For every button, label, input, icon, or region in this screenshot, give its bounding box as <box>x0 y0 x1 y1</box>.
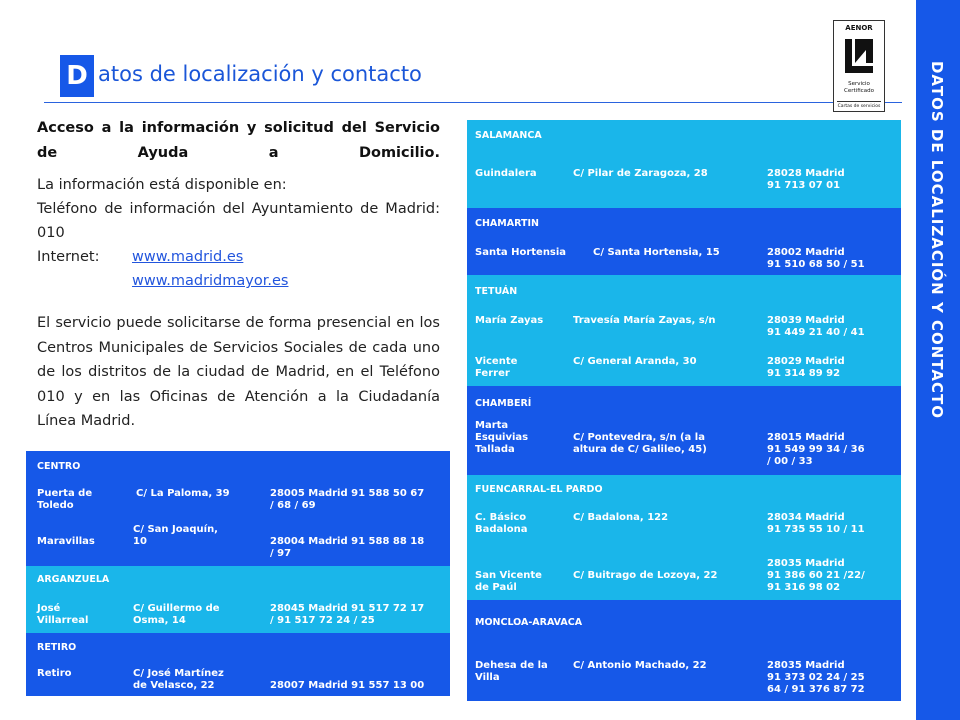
center-address: C/ Guillermo de Osma, 14 <box>133 603 220 626</box>
district-name: CHAMARTIN <box>475 218 539 229</box>
side-bar-title: DATOS DE LOCALIZACIÓN Y CONTACTO <box>928 60 946 420</box>
center-address: C/ Pilar de Zaragoza, 28 <box>573 168 708 179</box>
center-address: C/ Santa Hortensia, 15 <box>593 247 720 258</box>
aenor-subtitle: Servicio Certificado <box>844 81 874 94</box>
center-contact: 28029 Madrid 91 314 89 92 <box>767 356 845 379</box>
center-address: Travesía María Zayas, s/n <box>573 315 716 326</box>
district-section-chamartin <box>467 208 901 275</box>
center-name: Marta Esquivias Tallada <box>475 420 529 455</box>
center-name: Retiro <box>37 668 72 679</box>
center-address: C/ General Aranda, 30 <box>573 356 697 367</box>
aenor-footer: Cartas de servicios <box>837 101 881 109</box>
center-name: Maravillas <box>37 536 95 547</box>
aenor-brand: AENOR <box>845 24 873 32</box>
request-paragraph: El servicio puede solicitarse de forma presencial en los Centros Municipales de Servicios Sociales de cada uno de los distritos de la ciudad de Madrid, en el Teléfono 010 y en las Oficinas de Atención a la Ciudadanía Línea Madrid. <box>37 315 440 429</box>
center-address: C/ Badalona, 122 <box>573 512 669 523</box>
center-name: Dehesa de la Villa <box>475 660 548 683</box>
district-section-salamanca <box>467 120 901 208</box>
district-name: TETUÁN <box>475 286 518 297</box>
district-name: FUENCARRAL-EL PARDO <box>475 484 603 495</box>
title-initial-box <box>60 55 94 97</box>
center-contact: 28007 Madrid 91 557 13 00 <box>270 680 425 691</box>
center-contact: 28045 Madrid 91 517 72 17 / 91 517 72 24 / 25 <box>270 603 425 626</box>
center-address: C/ Pontevedra, s/n (a la altura de C/ Galileo, 45) <box>573 432 707 455</box>
page-title: atos de localización y contacto <box>98 62 422 86</box>
center-contact: 28035 Madrid 91 373 02 24 / 25 64 / 91 376 87 72 <box>767 660 865 695</box>
district-name: RETIRO <box>37 642 77 653</box>
district-section-arganzuela <box>26 566 450 633</box>
title-divider <box>44 102 902 103</box>
district-section-moncloa <box>467 600 901 701</box>
center-name: María Zayas <box>475 315 544 326</box>
internet-label: Internet: <box>37 249 100 265</box>
center-name: Santa Hortensia <box>475 247 567 258</box>
district-name: CENTRO <box>37 461 81 472</box>
center-name: Guindalera <box>475 168 537 179</box>
aenor-mark-icon <box>842 36 876 76</box>
district-name: ARGANZUELA <box>37 574 110 585</box>
aenor-logo <box>833 20 885 112</box>
center-address: C/ San Joaquín, 10 <box>133 524 218 547</box>
district-name: SALAMANCA <box>475 130 542 141</box>
center-name: C. Básico Badalona <box>475 512 528 535</box>
center-contact: 28004 Madrid 91 588 88 18 / 97 <box>270 536 425 559</box>
center-address: C/ José Martínez de Velasco, 22 <box>133 668 224 691</box>
center-name: José Villarreal <box>37 603 89 626</box>
title-initial: D <box>66 61 88 91</box>
center-contact: 28002 Madrid 91 510 68 50 / 51 <box>767 247 865 270</box>
centers-table-right <box>467 120 901 701</box>
district-section-chamberi <box>467 386 901 475</box>
center-contact: 28028 Madrid 91 713 07 01 <box>767 168 845 191</box>
internet-row <box>37 245 440 269</box>
center-address: C/ La Paloma, 39 <box>136 488 230 499</box>
center-contact: 28005 Madrid 91 588 50 67 / 68 / 69 <box>270 488 425 511</box>
center-address: C/ Antonio Machado, 22 <box>573 660 707 671</box>
center-name: Vicente Ferrer <box>475 356 518 379</box>
madridmayor-link[interactable]: www.madridmayor.es <box>132 273 289 289</box>
district-section-fuencarral <box>467 475 901 600</box>
access-heading: Acceso a la información y solicitud del Servicio de Ayuda a Domicilio. <box>37 120 440 161</box>
district-section-tetuan <box>467 275 901 386</box>
district-name: CHAMBERÍ <box>475 398 532 409</box>
center-contact: 28015 Madrid 91 549 99 34 / 36 / 00 / 33 <box>767 432 865 467</box>
center-contact: 28039 Madrid 91 449 21 40 / 41 <box>767 315 865 338</box>
center-name: San Vicente de Paúl <box>475 570 542 593</box>
centers-table-left <box>26 451 450 696</box>
madrid-link[interactable]: www.madrid.es <box>132 249 244 265</box>
phone-info-text: Teléfono de información del Ayuntamiento de Madrid: 010 <box>37 201 440 241</box>
center-contact: 28035 Madrid 91 386 60 21 /22/ 91 316 98 02 <box>767 558 865 593</box>
district-section-retiro <box>26 633 450 696</box>
center-contact: 28034 Madrid 91 735 55 10 / 11 <box>767 512 865 535</box>
center-name: Puerta de Toledo <box>37 488 93 511</box>
center-address: C/ Buitrago de Lozoya, 22 <box>573 570 718 581</box>
district-name: MONCLOA-ARAVACA <box>475 617 583 628</box>
available-text: La información está disponible en: <box>37 177 287 193</box>
internet-row-2 <box>37 269 440 293</box>
district-section-centro <box>26 451 450 566</box>
info-block <box>37 173 440 293</box>
